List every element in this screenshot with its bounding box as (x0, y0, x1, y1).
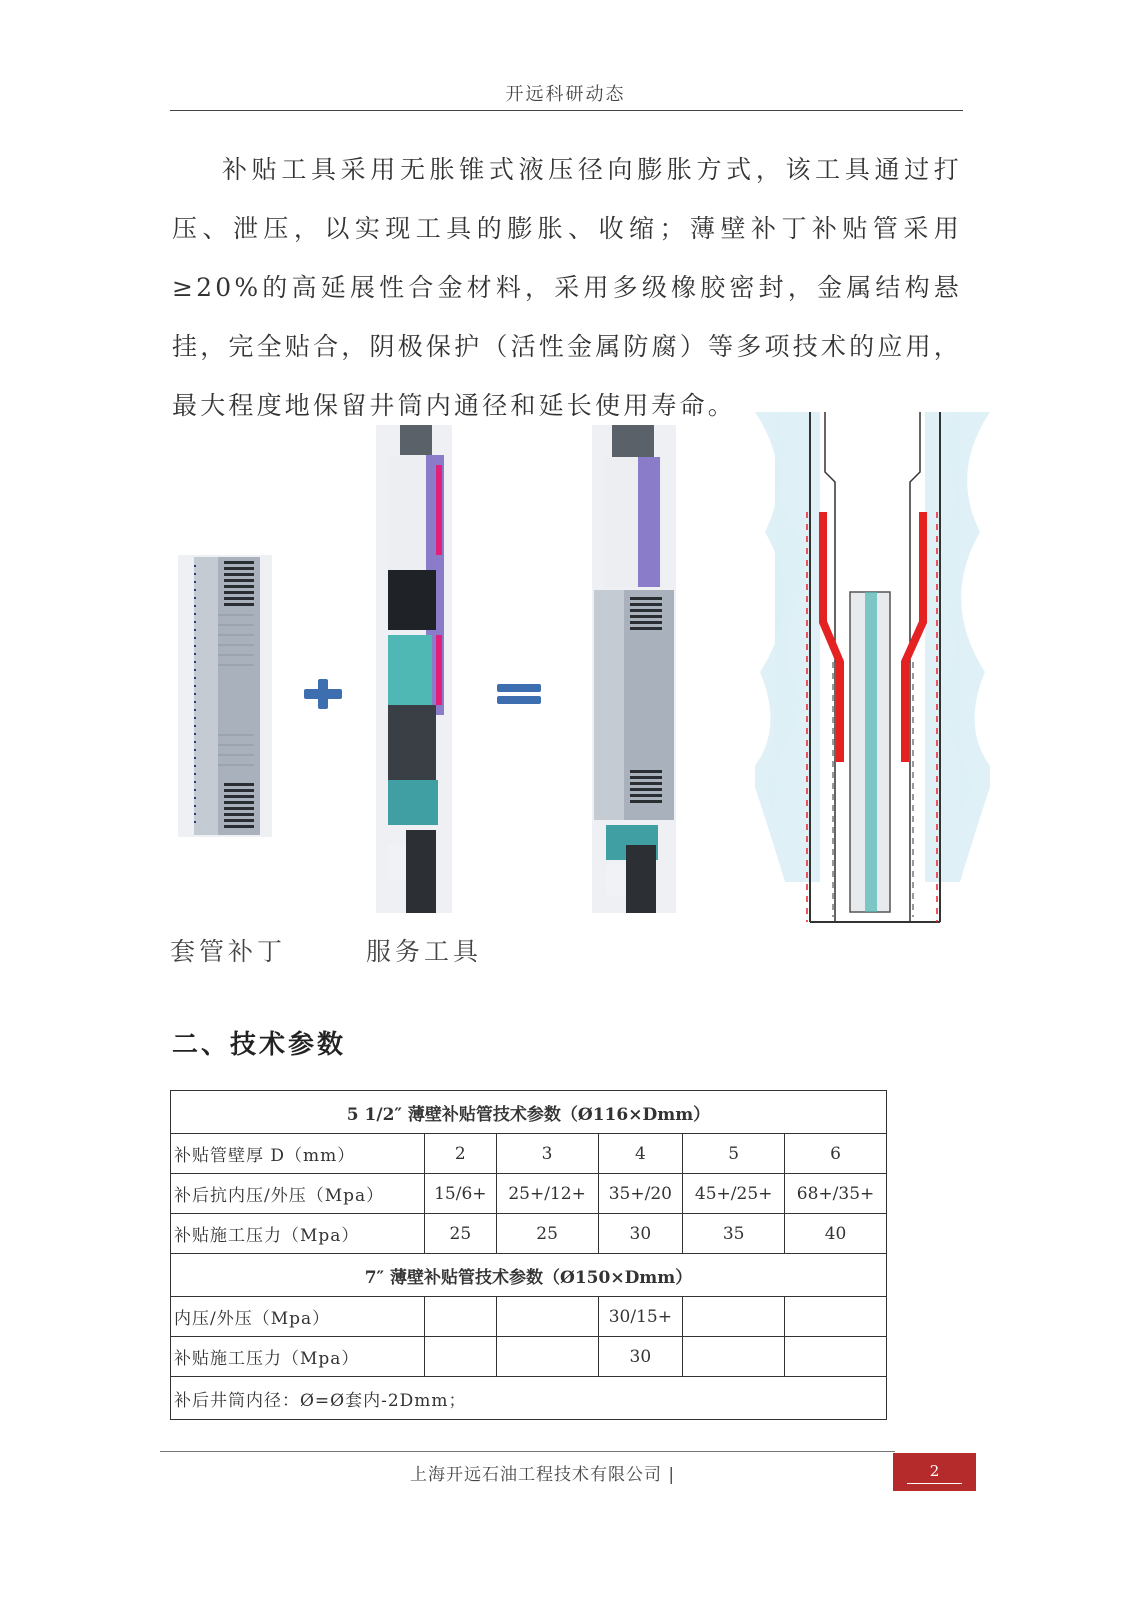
page-header: 开远科研动态 (505, 84, 626, 105)
header-divider (170, 110, 963, 111)
table-cell (425, 1297, 497, 1337)
table-cell: 25+/12+ (496, 1174, 598, 1214)
table-cell (496, 1297, 598, 1337)
footer-divider (160, 1451, 895, 1452)
footer-company: 上海开远石油工程技术有限公司 | (410, 1465, 676, 1485)
table-cell: 35+/20 (598, 1174, 683, 1214)
equals-icon (497, 682, 541, 706)
table-cell: 30 (598, 1337, 683, 1377)
table-row (171, 1174, 887, 1214)
table-row (171, 1134, 887, 1174)
table-cell (425, 1337, 497, 1377)
row-label: 补贴施工压力（Mpa） (171, 1214, 425, 1254)
table-cell: 68+/35+ (785, 1174, 887, 1214)
table-cell (683, 1337, 785, 1377)
table-cell (785, 1297, 887, 1337)
table-cell: 40 (785, 1214, 887, 1254)
table-cell: 2 (425, 1134, 497, 1174)
table-cell: 4 (598, 1134, 683, 1174)
table-title-7: 7″ 薄壁补贴管技术参数（Ø150×Dmm） (171, 1254, 887, 1297)
row-label: 内压/外压（Mpa） (171, 1297, 425, 1337)
table-cell (785, 1337, 887, 1377)
table-row (171, 1297, 887, 1337)
section-title: 二、技术参数 (172, 1030, 347, 1060)
wellbore-diagram (755, 412, 990, 932)
page-number-badge (893, 1453, 976, 1491)
row-label: 补后抗内压/外压（Mpa） (171, 1174, 425, 1214)
table-row (171, 1214, 887, 1254)
table-cell (683, 1297, 785, 1337)
tech-params-table (170, 1090, 887, 1420)
page-number: 2 (929, 1462, 940, 1480)
table-cell: 30 (598, 1214, 683, 1254)
plus-icon (304, 679, 342, 709)
table-cell: 6 (785, 1134, 887, 1174)
table-cell: 35 (683, 1214, 785, 1254)
table-cell: 25 (425, 1214, 497, 1254)
table-row (171, 1337, 887, 1377)
table-cell: 15/6+ (425, 1174, 497, 1214)
assembled-tool-image (592, 425, 676, 913)
row-label: 补贴管壁厚 D（mm） (171, 1134, 425, 1174)
table-title-5-1-2: 5 1/2″ 薄壁补贴管技术参数（Ø116×Dmm） (171, 1091, 887, 1134)
table-note: 补后井筒内径：Ø=Ø套内-2Dmm； (171, 1377, 887, 1420)
service-tool-image (376, 425, 452, 913)
casing-patch-image (178, 555, 272, 837)
table-cell: 5 (683, 1134, 785, 1174)
table-cell: 25 (496, 1214, 598, 1254)
table-cell: 30/15+ (598, 1297, 683, 1337)
table-cell: 45+/25+ (683, 1174, 785, 1214)
body-paragraph: 补贴工具采用无胀锥式液压径向膨胀方式，该工具通过打压、泄压，以实现工具的膨胀、收缩；薄壁补丁补贴管采用≥20%的高延展性合金材料，采用多级橡胶密封，金属结构悬挂，完全贴合，阴极保护（活性金属防腐）等多项技术的应用，最大程度地保留井筒内通径和延长使用寿命。 (172, 155, 962, 420)
caption-casing-patch: 套管补丁 (170, 937, 287, 966)
row-label: 补贴施工压力（Mpa） (171, 1337, 425, 1377)
table-cell: 3 (496, 1134, 598, 1174)
table-cell (496, 1337, 598, 1377)
caption-service-tool: 服务工具 (366, 937, 483, 966)
